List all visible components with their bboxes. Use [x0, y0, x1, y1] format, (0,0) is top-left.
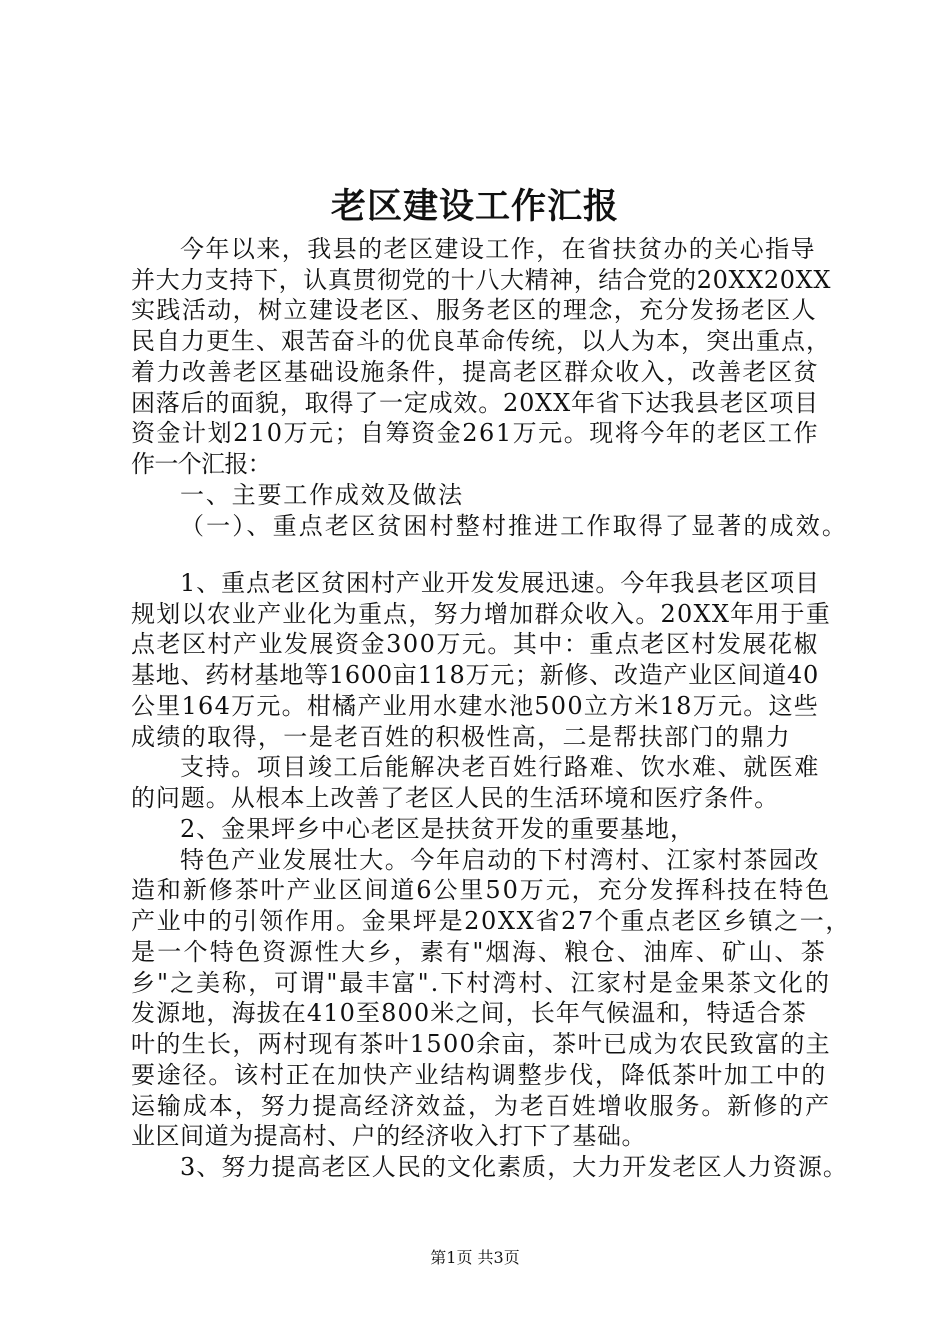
body-line: 特色产业发展壮大。今年启动的下村湾村、江家村茶园改 [180, 845, 820, 874]
body-line: 业区间道为提高村、户的经济收入打下了基础。 [131, 1122, 646, 1151]
body-line: 作一个汇报： [131, 450, 271, 479]
body-line: 运输成本，努力提高经济效益，为老百姓增收服务。新修的产 [131, 1091, 831, 1120]
body-line: 叶的生长，两村现有茶叶1500余亩，茶叶已成为农民致富的主 [131, 1030, 831, 1058]
body-line: 基地、药材基地等1600亩118万元；新修、改造产业区间道40 [131, 661, 819, 690]
body-line: 并大力支持下，认真贯彻党的十八大精神，结合党的20XX20XX [131, 265, 831, 294]
body-line: 实践活动，树立建设老区、服务老区的理念，充分发扬老区人 [131, 296, 817, 325]
document-title: 老区建设工作汇报 [330, 186, 619, 227]
subsection-heading: （一）、重点老区贫困村整村推进工作取得了显著的成效。 [180, 511, 848, 540]
body-line: 是一个特色资源性大乡，素有"烟海、粮仓、油库、矿山、茶 [131, 937, 827, 966]
body-line: 民自力更生、艰苦奋斗的优良革命传统，以人为本，突出重点， [131, 327, 831, 356]
body-line: 着力改善老区基础设施条件，提高老区群众收入，改善老区贫 [131, 357, 819, 386]
body-line: 成绩的取得，一是老百姓的积极性高，二是帮扶部门的鼎力 [131, 722, 791, 751]
body-line: 的问题。从根本上改善了老区人民的生活环境和医疗条件。 [131, 784, 779, 813]
body-line: 产业中的引领作用。金果坪是20XX省27个重点老区乡镇之一， [131, 907, 851, 936]
section-heading: 一、主要工作成效及做法 [180, 480, 464, 509]
body-line: 1、重点老区贫困村产业开发发展迅速。今年我县老区项目 [180, 568, 820, 597]
body-line: 点老区村产业发展资金300万元。其中：重点老区村发展花椒 [131, 630, 819, 659]
body-line: 支持。项目竣工后能解决老百姓行路难、饮水难、就医难 [180, 753, 820, 782]
body-line: 公里164万元。柑橘产业用水建水池500立方米18万元。这些 [131, 691, 819, 720]
body-line: 要途径。该村正在加快产业结构调整步伐，降低茶叶加工中的 [131, 1060, 827, 1089]
body-line: 今年以来，我县的老区建设工作，在省扶贫办的关心指导 [180, 235, 816, 263]
body-line: 规划以农业产业化为重点，努力增加群众收入。20XX年用于重 [131, 599, 831, 628]
body-line: 资金计划210万元；自筹资金261万元。现将今年的老区工作 [131, 419, 819, 448]
body-line: 2、金果坪乡中心老区是扶贫开发的重要基地， [180, 814, 695, 843]
page-number-footer: 第1页 共3页 [430, 1248, 520, 1267]
body-line: 发源地，海拔在410至800米之间，长年气候温和，特适合茶 [131, 999, 807, 1028]
body-line: 3、努力提高老区人民的文化素质，大力开发老区人力资源。 [180, 1153, 848, 1181]
body-line: 乡"之美称，可谓"最丰富".下村湾村、江家村是金果茶文化的 [131, 968, 831, 997]
body-line: 困落后的面貌，取得了一定成效。20XX年省下达我县老区项目 [131, 388, 819, 417]
body-line: 造和新修茶叶产业区间道6公里50万元，充分发挥科技在特色 [131, 876, 831, 905]
